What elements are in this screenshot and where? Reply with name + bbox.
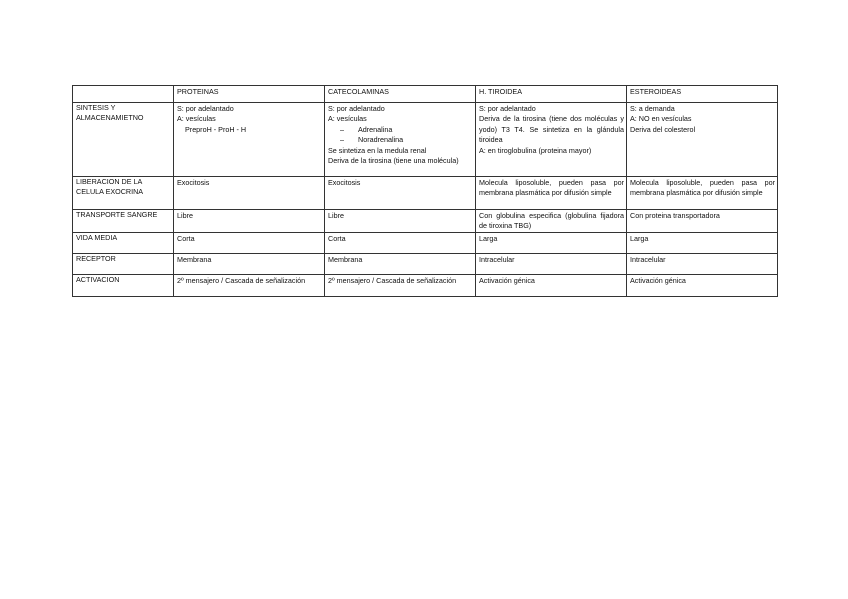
cell-paragraph: Deriva de la tirosina (tiene dos moléculas y yodo) T3 T4. Se sintetiza en la glándula tiroidea <box>479 114 624 145</box>
row-label-activacion: ACTIVACION <box>73 274 174 296</box>
row-label-receptor: RECEPTOR <box>73 253 174 274</box>
table-row-sintesis <box>73 103 778 177</box>
cell-line: A: vesículas <box>177 114 216 124</box>
bullet-item <box>328 135 473 145</box>
cell-sintesis-tiroidea <box>476 103 627 177</box>
header-cell-esteroideas: ESTEROIDEAS <box>627 86 778 103</box>
cell-transporte-tiroidea <box>476 210 627 233</box>
cell-paragraph: 2º mensajero / Cascada de señalización <box>328 275 457 285</box>
row-label-transporte: TRANSPORTE SANGRE <box>73 210 174 233</box>
cell-receptor-proteinas: Membrana <box>174 253 325 274</box>
table-row-activacion <box>73 274 778 296</box>
cell-paragraph: Molecula liposoluble, pueden pasa por membrana plasmática por difusión simple <box>479 178 624 198</box>
cell-paragraph: Deriva de la tirosina (tiene una molécula) <box>328 156 459 166</box>
cell-liberacion-tiroidea <box>476 177 627 210</box>
hormone-comparison-table <box>72 85 778 297</box>
cell-line: A: en tiroglobulina (proteina mayor) <box>479 145 592 155</box>
cell-sintesis-esteroideas <box>627 103 778 177</box>
header-cell-proteinas: PROTEINAS <box>174 86 325 103</box>
cell-activacion-proteinas <box>174 274 325 296</box>
cell-paragraph: Molecula liposoluble, pueden pasa por membrana plasmática por difusión simple <box>630 178 775 198</box>
table-row-vida-media <box>73 232 778 253</box>
table-row-receptor <box>73 253 778 274</box>
bullet-text: Adrenalina <box>358 124 393 134</box>
cell-liberacion-esteroideas <box>627 177 778 210</box>
cell-vida-tiroidea: Larga <box>476 232 627 253</box>
cell-receptor-catecolaminas: Membrana <box>325 253 476 274</box>
cell-vida-catecolaminas: Corta <box>325 232 476 253</box>
cell-transporte-catecolaminas: Libre <box>325 210 476 233</box>
cell-line: S: a demanda <box>630 104 675 113</box>
cell-line: Deriva del colesterol <box>630 124 696 134</box>
row-label-line: ALMACENAMIETNO <box>76 113 144 123</box>
cell-paragraph: Con globulina especifica (globulina fijadora de tiroxina TBG) <box>479 211 624 231</box>
cell-line: A: vesículas <box>328 114 367 124</box>
cell-line: Se sintetiza en la medula renal <box>328 145 427 155</box>
cell-vida-proteinas: Corta <box>174 232 325 253</box>
cell-paragraph: 2º mensajero / Cascada de señalización <box>177 275 306 285</box>
table-row-liberacion <box>73 177 778 210</box>
cell-line: PreproH - ProH - H <box>185 124 247 134</box>
cell-sintesis-catecolaminas <box>325 103 476 177</box>
row-label-vida-media: VIDA MEDIA <box>73 232 174 253</box>
cell-line: S: por adelantado <box>328 104 385 113</box>
cell-liberacion-proteinas: Exocitosis <box>174 177 325 210</box>
cell-activacion-tiroidea: Activación génica <box>476 274 627 296</box>
header-cell-empty <box>73 86 174 103</box>
cell-transporte-esteroideas: Con proteina transportadora <box>627 210 778 233</box>
cell-receptor-tiroidea: Intracelular <box>476 253 627 274</box>
cell-activacion-catecolaminas <box>325 274 476 296</box>
cell-liberacion-catecolaminas: Exocitosis <box>325 177 476 210</box>
cell-transporte-proteinas: Libre <box>174 210 325 233</box>
cell-line: S: por adelantado <box>479 104 536 113</box>
bullet-text: Noradrenalina <box>358 135 404 145</box>
header-cell-catecolaminas: CATECOLAMINAS <box>325 86 476 103</box>
cell-line: S: por adelantado <box>177 104 234 113</box>
row-label-line: SINTESIS Y <box>76 103 116 112</box>
cell-vida-esteroideas: Larga <box>627 232 778 253</box>
row-label-liberacion <box>73 177 174 210</box>
dash-bullet-icon: – <box>340 135 344 145</box>
table-header-row <box>73 86 778 103</box>
row-label-line: CELULA EXOCRINA <box>76 187 144 197</box>
cell-sintesis-proteinas <box>174 103 325 177</box>
row-label-sintesis <box>73 103 174 177</box>
bullet-item <box>328 125 473 135</box>
row-label-line: LIBERACION DE LA <box>76 177 143 186</box>
header-cell-tiroidea: H. TIROIDEA <box>476 86 627 103</box>
cell-activacion-esteroideas: Activación génica <box>627 274 778 296</box>
dash-bullet-icon: – <box>340 124 344 134</box>
table-row-transporte <box>73 210 778 233</box>
cell-line: A: NO en vesículas <box>630 114 692 124</box>
cell-receptor-esteroideas: Intracelular <box>627 253 778 274</box>
